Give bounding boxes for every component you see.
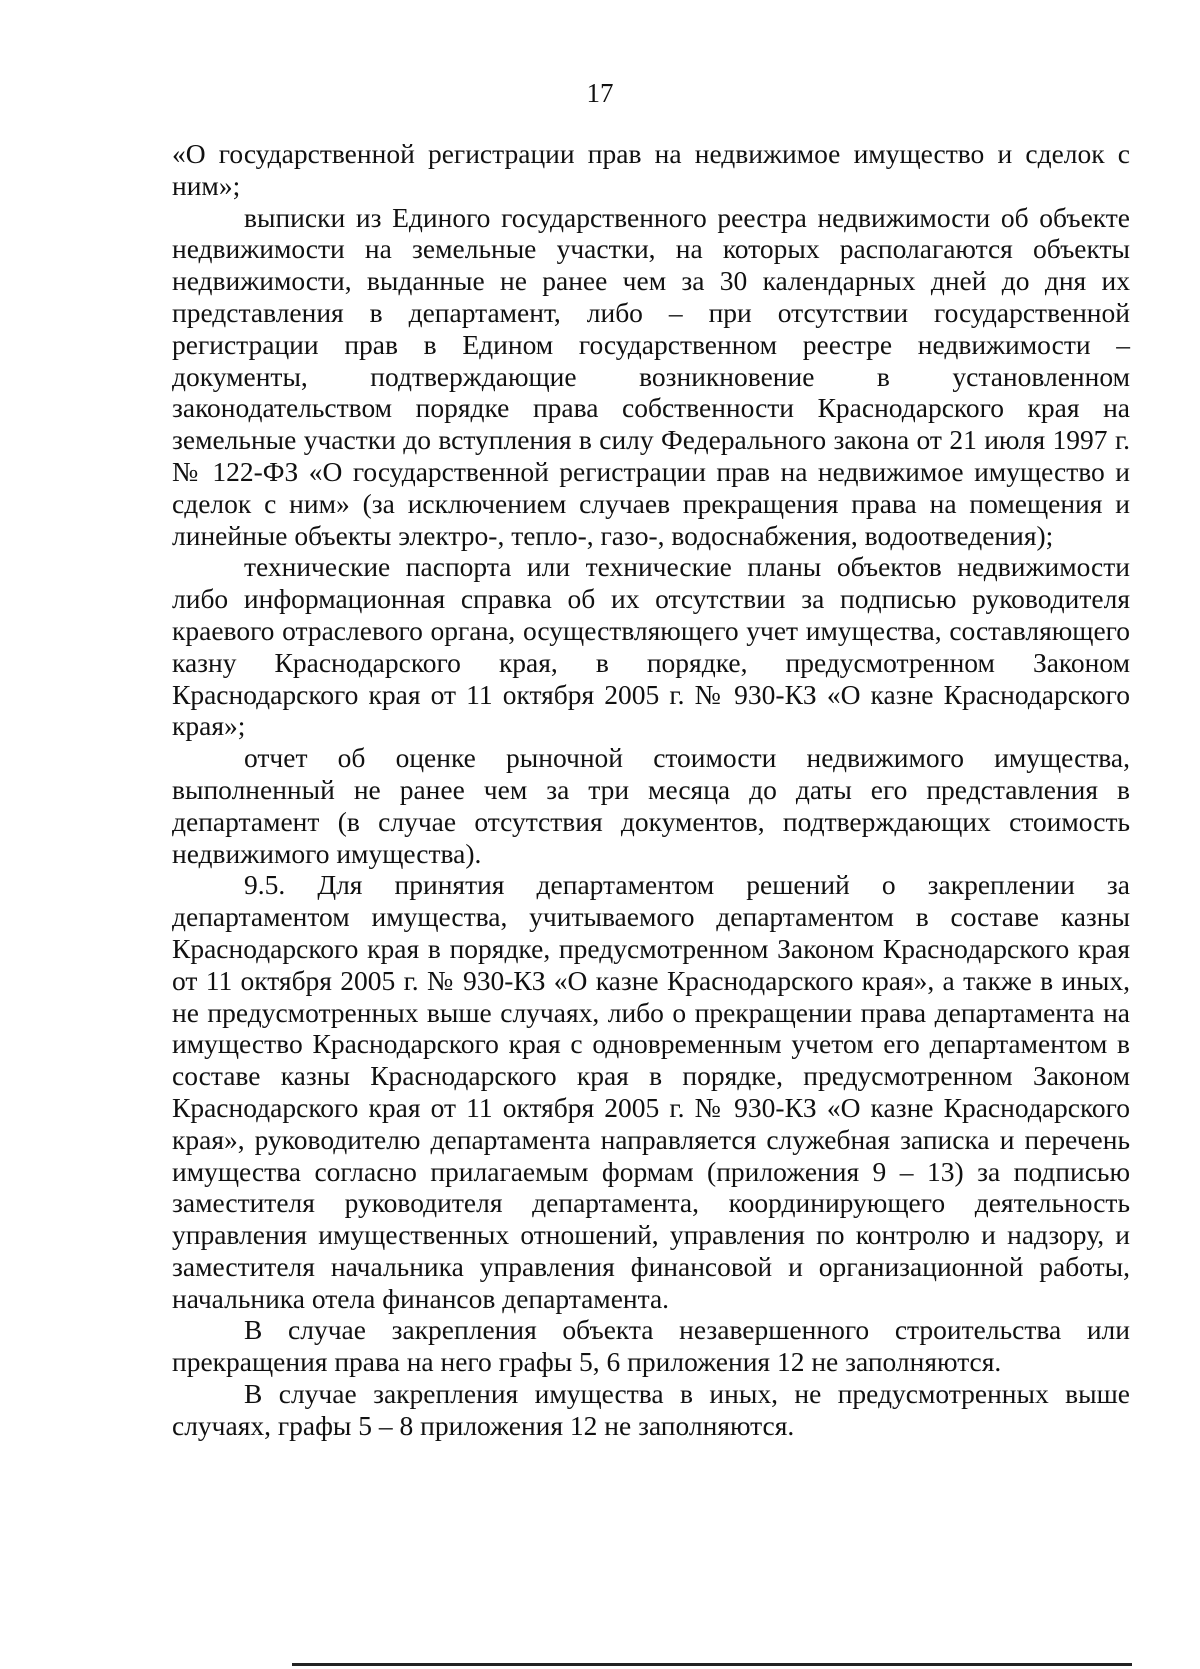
- bottom-edge-line: [292, 1663, 1132, 1666]
- paragraph-unfinished-construction: В случае закрепления объекта незавершенного строительства или прекращения права на него графы 5, 6 приложения 12 не заполняются.: [172, 1314, 1130, 1378]
- paragraph-section-9-5: 9.5. Для принятия департаментом решений о закреплении за департаментом имущества, учитываемого департаментом в составе казны Краснодарского края в порядке, предусмотренном Законом Краснодарского края от 11 октября 2005 г. № 930-КЗ «О казне Краснодарского края», а также в иных, не предусмотренных выше случаях, либо о прекращении права департамента на имущество Краснодарского края с одновременным учетом его департаментом в составе казны Краснодарского края в порядке, предусмотренном Законом Краснодарского края от 11 октября 2005 г. № 930-КЗ «О казне Краснодарского края», руководителю департамента направляется служебная записка и перечень имущества согласно прилагаемым формам (приложения 9 – 13) за подписью заместителя руководителя департамента, координирующего деятельность управления имущественных отношений, управления по контролю и надзору, и заместителя начальника управления финансовой и организационной работы, начальника отела финансов департамента.: [172, 869, 1130, 1314]
- paragraph-valuation-report: отчет об оценке рыночной стоимости недвижимого имущества, выполненный не ранее чем за три месяца до даты его представления в департамент (в случае отсутствия документов, подтверждающих стоимость недвижимого имущества).: [172, 742, 1130, 869]
- paragraph-continuation: «О государственной регистрации прав на недвижимое имущество и сделок с ним»;: [172, 138, 1130, 201]
- paragraph-other-cases: В случае закрепления имущества в иных, не предусмотренных выше случаях, графы 5 – 8 приложения 12 не заполняются.: [172, 1378, 1130, 1441]
- paragraph-egrn-extracts: выписки из Единого государственного реестра недвижимости об объекте недвижимости на земельные участки, на которых располагаются объекты недвижимости, выданные не ранее чем за 30 календарных дней до дня их представления в департамент, либо – при отсутствии государственной регистрации прав в Едином государственном реестре недвижимости – документы, подтверждающие возникновение в установленном законодательством порядке права собственности Краснодарского края на земельные участки до вступления в силу Федерального закона от 21 июля 1997 г. № 122-ФЗ «О государственной регистрации прав на недвижимое имущество и сделок с ним» (за исключением случаев прекращения права на помещения и линейные объекты электро-, тепло-, газо-, водоснабжения, водоотведения);: [172, 201, 1130, 551]
- paragraph-technical-passports: технические паспорта или технические планы объектов недвижимости либо информационная справка об их отсутствии за подписью руководителя краевого отраслевого органа, осуществляющего учет имущества, составляющего казну Краснодарского края, в порядке, предусмотренном Законом Краснодарского края от 11 октября 2005 г. № 930-КЗ «О казне Краснодарского края»;: [172, 551, 1130, 742]
- document-body: [172, 138, 1130, 1442]
- page-number: 17: [586, 78, 614, 108]
